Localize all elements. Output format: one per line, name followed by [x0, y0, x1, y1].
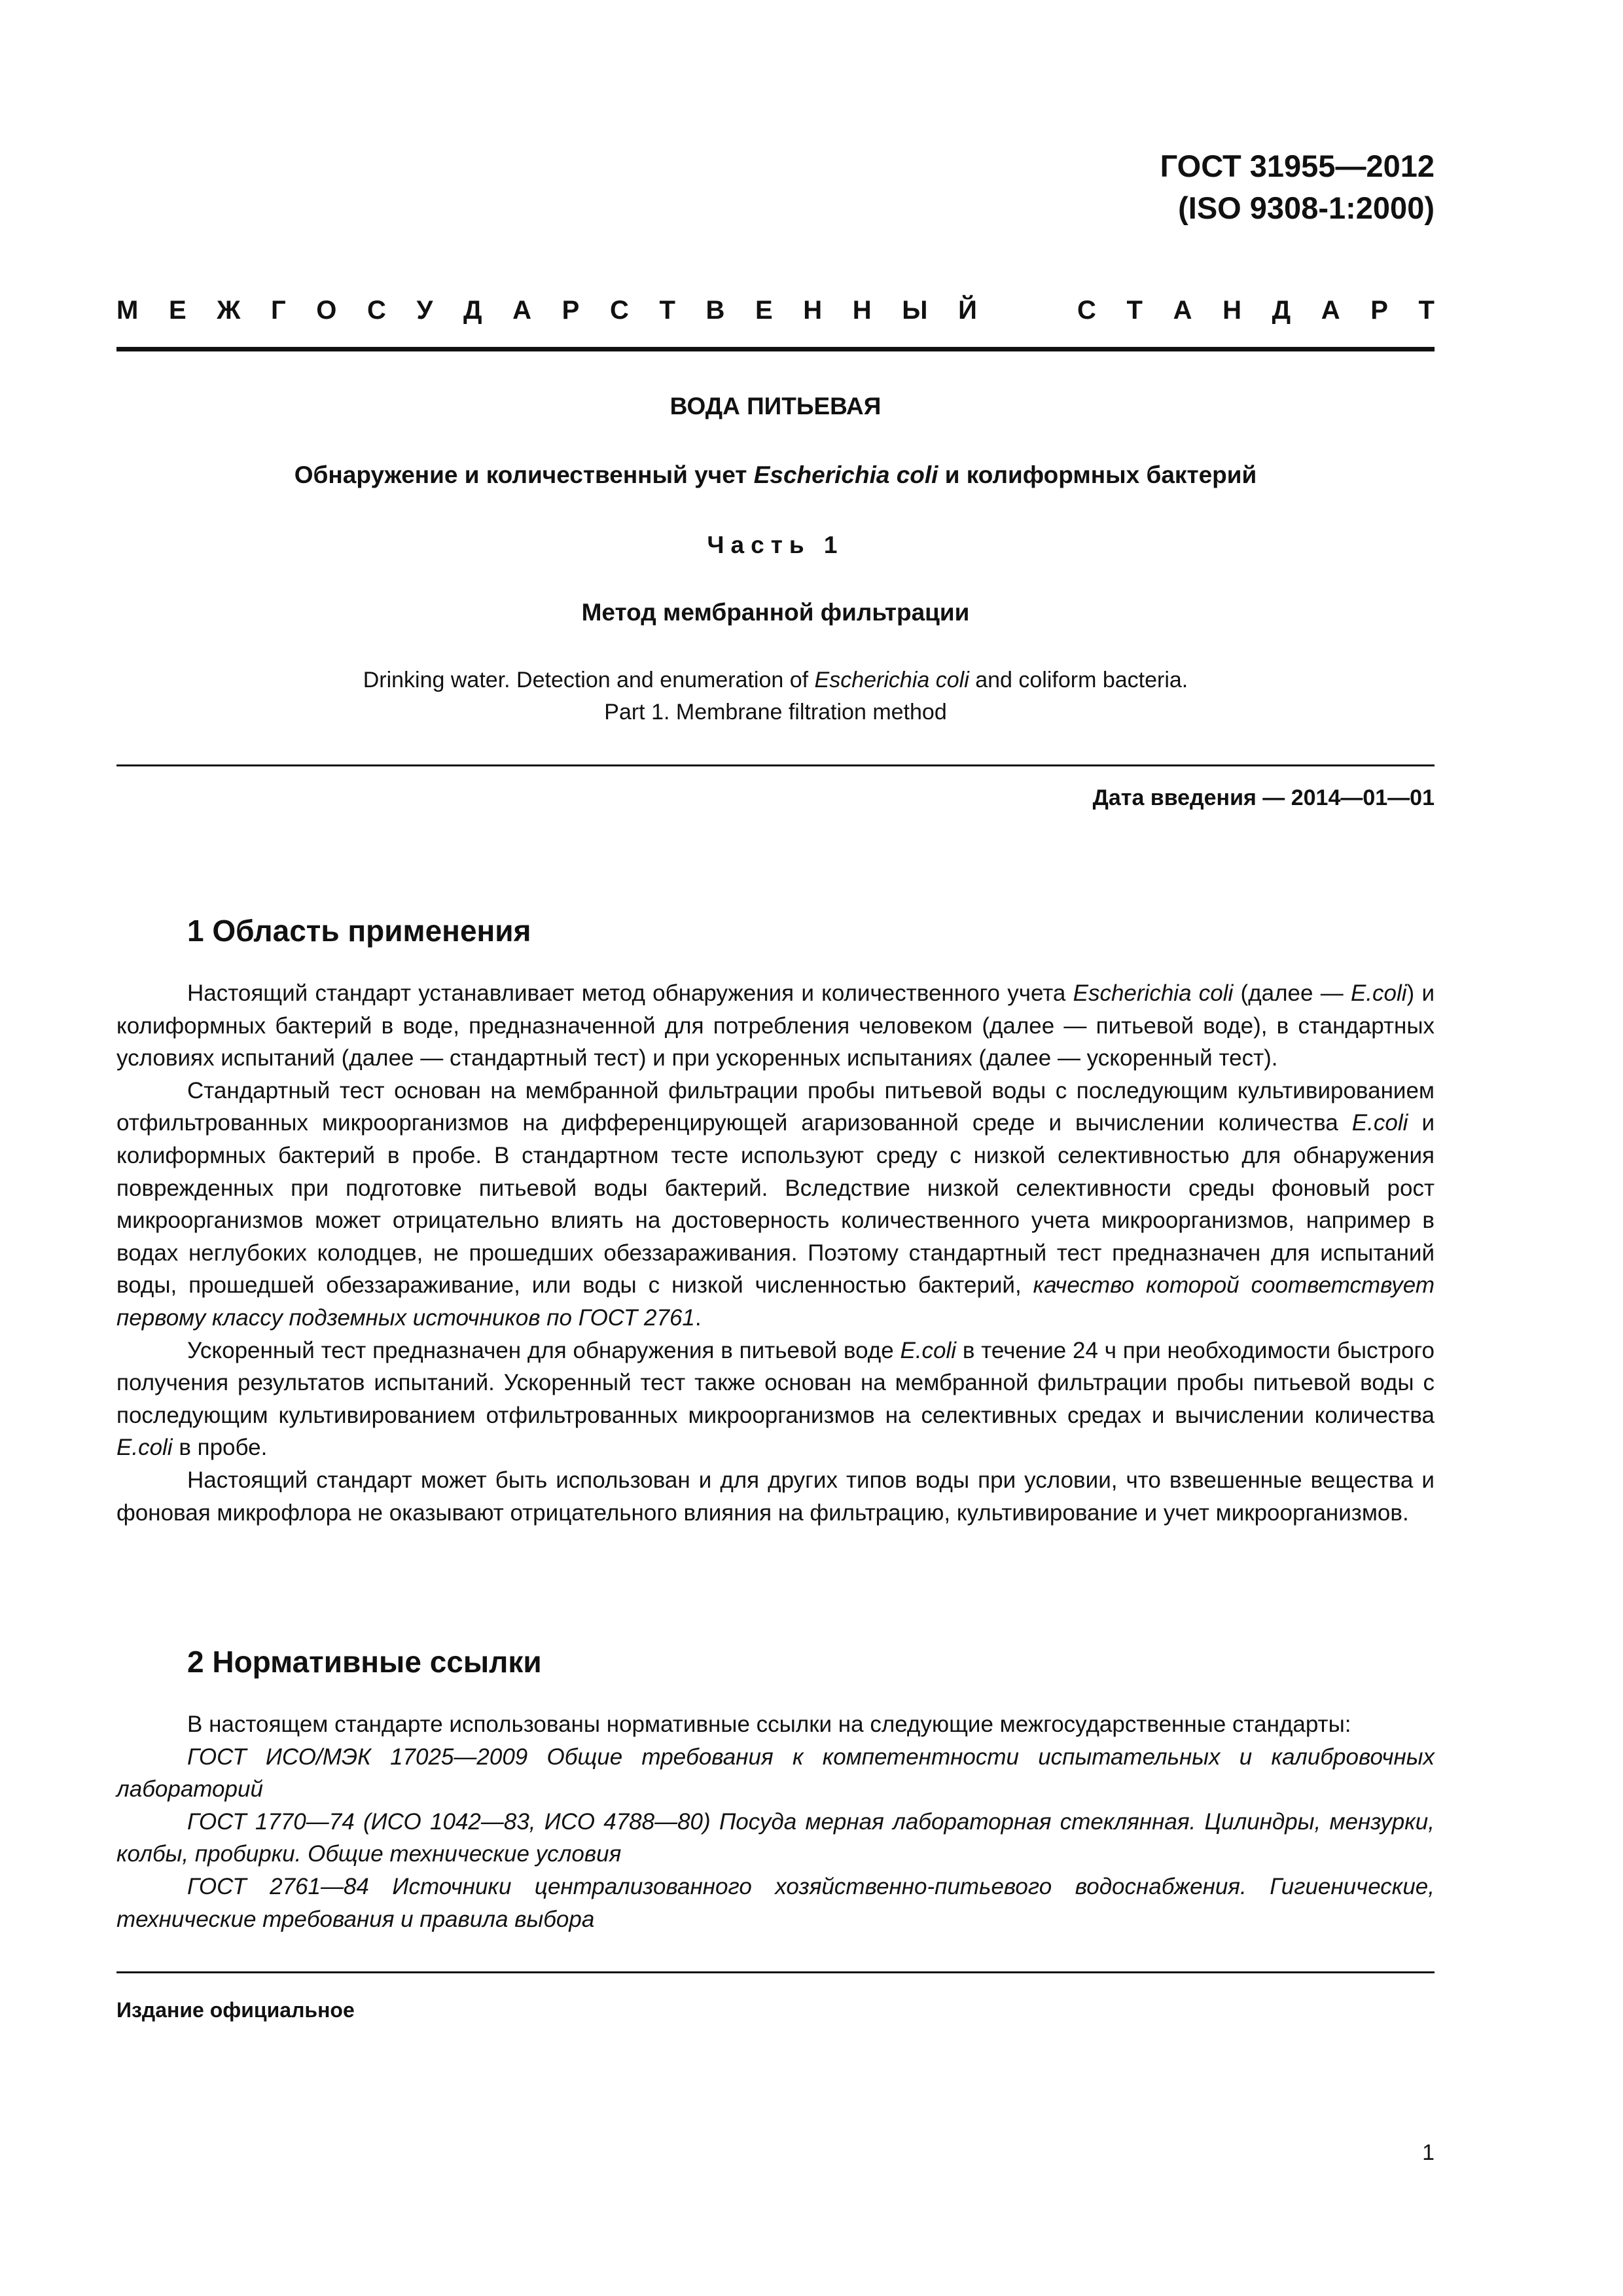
- letter: Д: [463, 296, 482, 325]
- title-english: [116, 664, 1435, 728]
- header-rule: [116, 347, 1435, 351]
- letter: С: [367, 296, 386, 325]
- section-1-heading: 1 Область применения: [187, 914, 531, 948]
- letter: Г: [271, 296, 286, 325]
- official-edition-label: Издание официальное: [116, 1998, 355, 2022]
- letter: А: [512, 296, 532, 325]
- letter: Р: [1370, 296, 1388, 325]
- gost-number: ГОСТ 31955—2012: [1160, 149, 1435, 183]
- letter: Ы: [902, 296, 928, 325]
- english-title-line1: Drinking water. Detection and enumeration of Escherichia coli and coliform bacteria.: [363, 668, 1188, 692]
- footer-rule: [116, 1971, 1435, 1973]
- reference-item: ГОСТ ИСО/МЭК 17025—2009 Общие требования к компетентности испытательных и калибровочных лабораторий: [116, 1744, 1435, 1803]
- letter: Е: [168, 296, 187, 325]
- letter: Р: [562, 296, 580, 325]
- letter: Т: [659, 296, 675, 325]
- reference-item: ГОСТ 2761—84 Источники централизованного хозяйственно-питьевого водоснабжения. Гигиенические, технические требования и правила выбора: [116, 1873, 1435, 1932]
- word-gap: [1007, 296, 1046, 325]
- letter: Н: [852, 296, 872, 325]
- letter: О: [316, 296, 337, 325]
- section-2-heading: 2 Нормативные ссылки: [187, 1645, 542, 1679]
- section-1-body: [116, 977, 1435, 1529]
- paragraph: Стандартный тест основан на мембранной фильтрации пробы питьевой воды с последующим культивированием отфильтрованных микроорганизмов на дифференцирующей агаризованной среде и вычислении количества E.coli и колиформных бактерий в пробе. В стандартном тесте используют среду с низкой селективностью для обнаружения поврежденных при подготовке питьевой воды бактерий. Вследствие низкой селективности среды фоновый рост микроорганизмов может отрицательно влиять на достоверность количественного учета микроорганизмов, например в водах неглубоких колодцев, не прошедших обеззараживания. Поэтому стандартный тест предназначен для испытаний воды, прошедшей обеззараживание, или воды с низкой численностью бактерий, качество которой соответствует первому классу подземных источников по ГОСТ 2761.: [116, 1077, 1435, 1331]
- letter: Е: [755, 296, 773, 325]
- reference-item: ГОСТ 1770—74 (ИСО 1042—83, ИСО 4788—80) Посуда мерная лабораторная стеклянная. Цилиндры, мензурки, колбы, пробирки. Общие технические условия: [116, 1808, 1435, 1867]
- title-subtitle: Обнаружение и количественный учет Escherichia coli и колиформных бактерий: [294, 461, 1257, 488]
- paragraph: Настоящий стандарт может быть использован и для других типов воды при условии, что взвешенные вещества и фоновая микрофлора не оказывают отрицательного влияния на фильтрацию, культивирование и учет микроорганизмов.: [116, 1467, 1435, 1526]
- letter: Н: [803, 296, 823, 325]
- page-number: 1: [1422, 2140, 1435, 2165]
- iso-number: (ISO 9308-1:2000): [1178, 190, 1435, 225]
- letter: Д: [1272, 296, 1291, 325]
- title-main: ВОДА ПИТЬЕВАЯ: [669, 393, 882, 420]
- letter: С: [609, 296, 629, 325]
- letter: А: [1321, 296, 1340, 325]
- introduction-date: Дата введения — 2014—01—01: [1092, 785, 1435, 810]
- letter: М: [116, 296, 139, 325]
- letter: В: [705, 296, 725, 325]
- title-rule: [116, 764, 1435, 766]
- title-part: Часть 1: [707, 531, 844, 558]
- letter: Й: [958, 296, 977, 325]
- letter: У: [416, 296, 433, 325]
- letter: А: [1173, 296, 1192, 325]
- gost-designation: [1160, 145, 1435, 229]
- english-title-line2: Part 1. Membrane filtration method: [604, 700, 947, 725]
- paragraph: В настоящем стандарте использованы нормативные ссылки на следующие межгосударственные стандарты:: [187, 1712, 1351, 1737]
- letter: Т: [1418, 296, 1435, 325]
- paragraph: Настоящий стандарт устанавливает метод обнаружения и количественного учета Escherichia coli (далее — E.coli) и колиформных бактерий в воде, предназначенной для потребления человеком (далее — питьевой воде), в стандартных условиях испытаний (далее — стандартный тест) и при ускоренных испытаниях (далее — ускоренный тест).: [116, 980, 1435, 1071]
- standard-type-heading: [116, 296, 1435, 325]
- letter: Т: [1126, 296, 1143, 325]
- paragraph: Ускоренный тест предназначен для обнаружения в питьевой воде E.coli в течение 24 ч при необходимости быстрого получения результатов испытаний. Ускоренный тест также основан на мембранной фильтрации пробы питьевой воды с последующим культивированием отфильтрованных микроорганизмов на селективных средах и вычислении количества E.coli в пробе.: [116, 1337, 1435, 1461]
- document-page: [116, 0, 1435, 2296]
- title-method: Метод мембранной фильтрации: [581, 599, 970, 626]
- section-2-body: [116, 1708, 1435, 1935]
- letter: Н: [1222, 296, 1241, 325]
- letter: Ж: [217, 296, 241, 325]
- letter: С: [1077, 296, 1096, 325]
